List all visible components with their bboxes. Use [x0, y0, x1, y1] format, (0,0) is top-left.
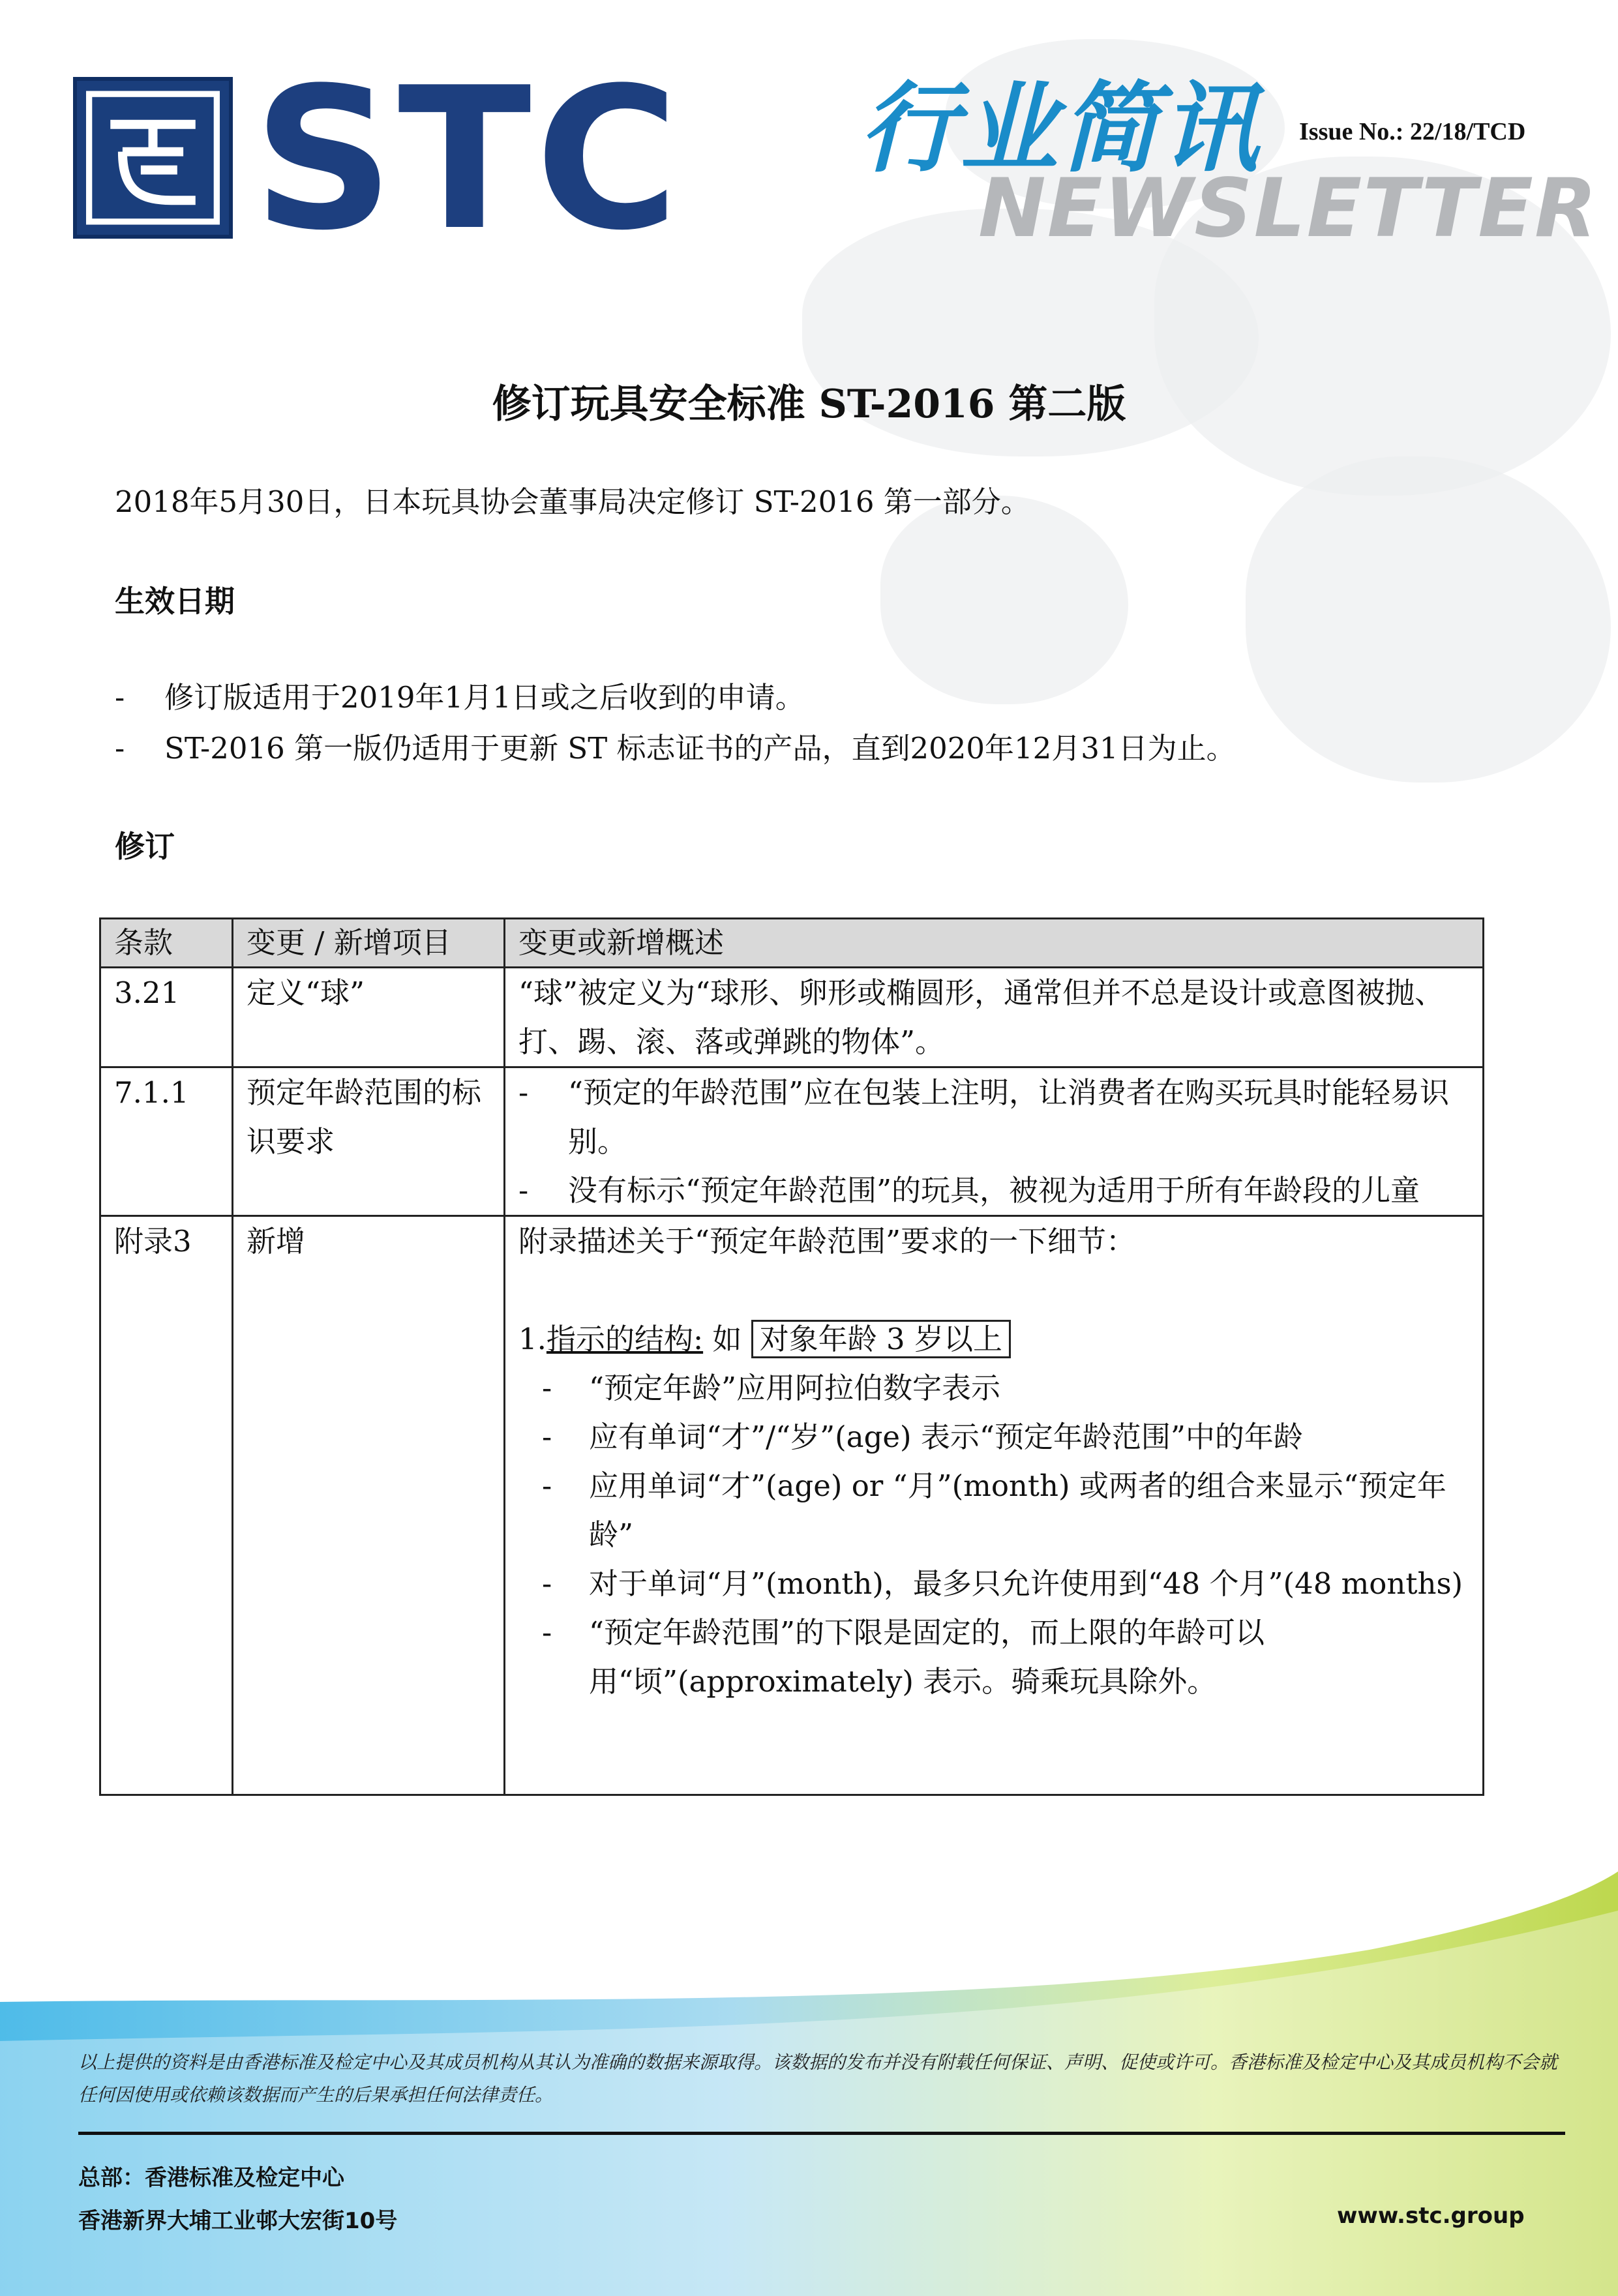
brand-wordmark: STC: [253, 46, 683, 273]
appendix-lead: 附录描述关于“预定年龄范围”要求的一下细节：: [518, 1224, 1136, 1259]
table-cell-item: 新增: [233, 1216, 505, 1795]
list-item: - “预定年龄”应用阿拉伯数字表示: [542, 1371, 1001, 1405]
table-row: [100, 1216, 1484, 1795]
column-header: 变更或新增概述: [505, 919, 1484, 968]
table-cell-summary: [505, 1216, 1484, 1795]
table-header-row: [100, 919, 1484, 968]
table-cell-clause: 7.1.1: [100, 1067, 233, 1216]
list-item: - 应有单词“才”/“岁”(age) 表示“预定年龄范围”中的年龄: [542, 1420, 1303, 1454]
table-cell-summary: “球”被定义为“球形、卵形或椭圆形，通常但并不总是设计或意图被抛、打、踢、滚、落或弹跳的物体”。: [505, 968, 1484, 1067]
stc-logo-icon: [73, 77, 233, 239]
list-item: - 对于单词“月”(month)，最多只允许使用到“48 个月”(48 months): [542, 1566, 1463, 1601]
footer-divider: [78, 2132, 1565, 2135]
list-item: - ST-2016 第一版仍适用于更新 ST 标志证书的产品，直到2020年12月31日为止。: [115, 731, 1236, 766]
list-item: - “预定的年龄范围”应在包装上注明，让消费者在购买玩具时能轻易识别。: [518, 1075, 1450, 1159]
intro-paragraph: 2018年5月30日，日本玩具协会董事局决定修订 ST-2016 第一部分。: [115, 485, 1030, 519]
list-item: - 没有标示“预定年龄范围”的玩具，被视为适用于所有年龄段的儿童: [518, 1173, 1420, 1208]
column-header: 变更 / 新增项目: [233, 919, 505, 968]
hq-address: 香港新界大埔工业邨大宏街10号: [78, 2208, 398, 2234]
revision-heading: 修订: [115, 829, 175, 864]
column-header: 条款: [100, 919, 233, 968]
disclaimer-text: 以上提供的资料是由香港标准及检定中心及其成员机构从其认为准确的数据来源取得。该数据的发布并没有附载任何保证、声明、促使或许可。香港标准及检定中心及其成员机构不会就任何因使用或依赖该数据而产生的后果承担任何法律责任。: [78, 2051, 1558, 2106]
table-row: [100, 968, 1484, 1067]
age-label-example: 对象年龄 3 岁以上: [751, 1320, 1011, 1358]
table-cell-item: 预定年龄范围的标识要求: [233, 1067, 505, 1216]
revision-table: [99, 917, 1484, 1796]
hq-name: 总部：香港标准及检定中心: [78, 2165, 344, 2191]
newsletter-title-cn: 行业简讯: [860, 72, 1262, 186]
table-cell-item: 定义“球”: [233, 968, 505, 1067]
list-item: - “预定年龄范围”的下限是固定的，而上限的年龄可以用“顷”(approximately) 表示。骑乘玩具除外。: [542, 1615, 1265, 1699]
website-link[interactable]: www.stc.group: [1337, 2203, 1525, 2229]
table-row: [100, 1067, 1484, 1216]
table-cell-summary: [505, 1067, 1484, 1216]
structure-line: 1.指示的结构: 如 对象年龄 3 岁以上: [518, 1315, 1469, 1364]
newsletter-title-en: NEWSLETTER: [978, 162, 1598, 256]
effective-date-heading: 生效日期: [115, 584, 235, 619]
table-cell-clause: 3.21: [100, 968, 233, 1067]
page-title: 修订玩具安全标准 ST-2016 第二版: [492, 381, 1126, 427]
list-item: - 修订版适用于2019年1月1日或之后收到的申请。: [115, 680, 805, 715]
list-item: - 应用单词“才”(age) or “月”(month) 或两者的组合来显示“预定年龄”: [542, 1469, 1446, 1552]
issue-number: Issue No.: 22/18/TCD: [1299, 118, 1526, 145]
table-cell-clause: 附录3: [100, 1216, 233, 1795]
